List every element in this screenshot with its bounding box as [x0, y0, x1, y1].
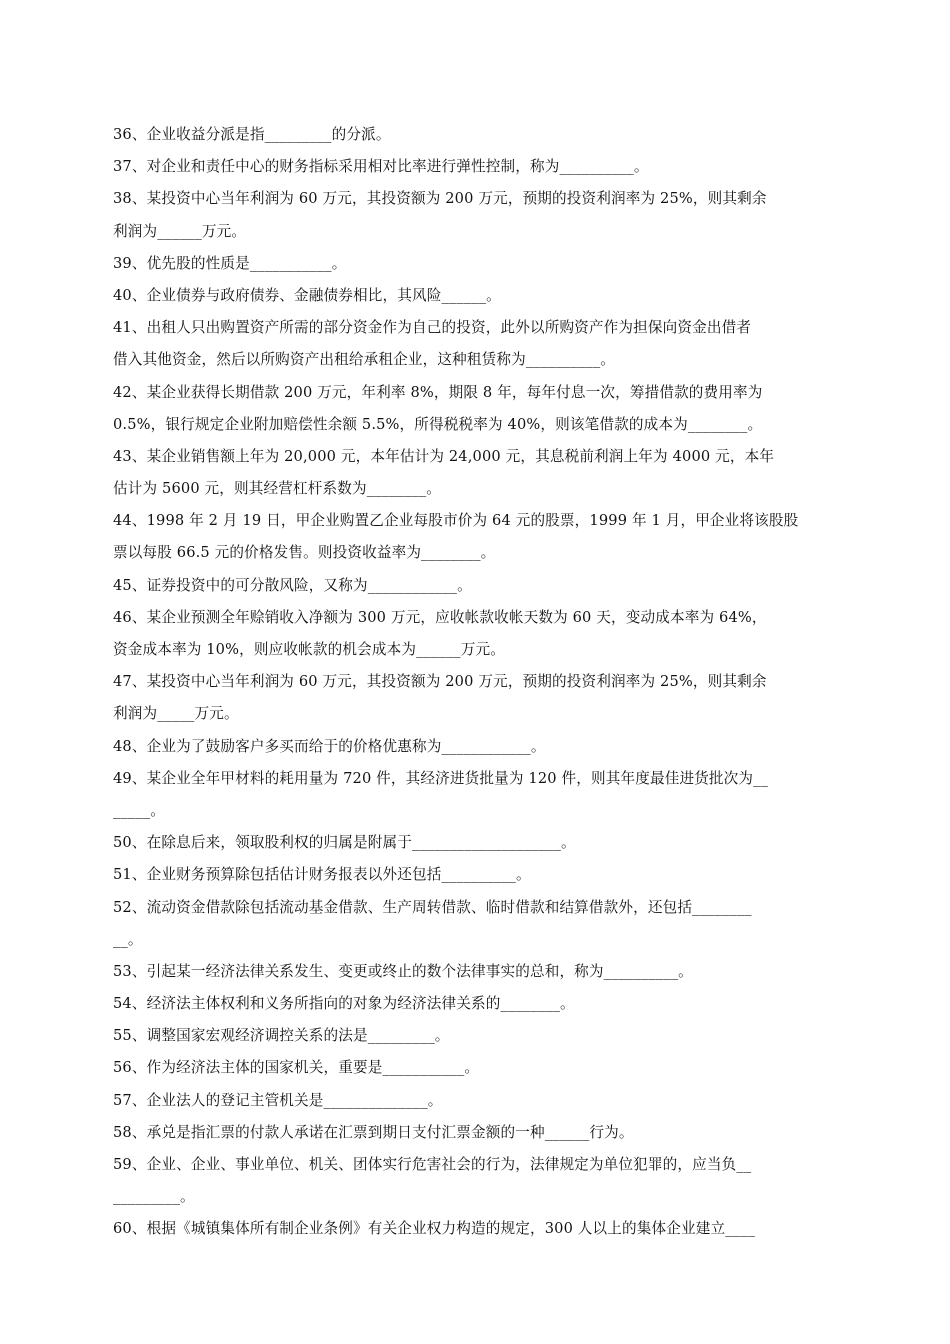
text-line: 40、企业债券与政府债券、金融债券相比，其风险______。 — [113, 286, 501, 304]
text-line: 59、企业、企业、事业单位、机关、团体实行危害社会的行为，法律规定为单位犯罪的，应当负__ — [113, 1156, 752, 1173]
text-line: 44、1998 年 2 月 19 日，甲企业购置乙企业每股市价为 64 元的股票，1999 年 1 月，甲企业将该股股 — [113, 512, 799, 530]
text-line: 借入其他资金，然后以所购资产出租给承租企业，这种租赁称为__________。 — [113, 351, 616, 369]
text-line: 46、某企业预测全年赊销收入净额为 300 万元，应收帐款收帐天数为 60 天，变动成本率为 64%， — [113, 608, 767, 626]
text-line: 45、证券投资中的可分散风险，又称为____________。 — [113, 576, 472, 594]
text-line: 60、根据《城镇集体所有制企业条例》有关企业权力构造的规定，300 人以上的集体企业建立____ — [113, 1220, 756, 1238]
text-line: 57、企业法人的登记主管机关是______________。 — [113, 1091, 443, 1109]
text-line: 利润为______万元。 — [113, 222, 247, 240]
text-line: _____。 — [113, 801, 165, 819]
text-line: 53、引起某一经济法律关系发生、变更或终止的数个法律事实的总和，称为__________。 — [113, 962, 693, 980]
text-line: 54、经济法主体权利和义务所指向的对象为经济法律关系的________。 — [113, 995, 575, 1013]
text-line: 资金成本率为 10%，则应收帐款的机会成本为______万元。 — [113, 641, 505, 658]
text-line: 56、作为经济法主体的国家机关，重要是___________。 — [113, 1059, 480, 1077]
text-line: 36、企业收益分派是指_________的分派。 — [113, 126, 391, 143]
text-line: _________。 — [113, 1188, 195, 1206]
text-line: 47、某投资中心当年利润为 60 万元，其投资额为 200 万元，预期的投资利润率为 25%，则其剩余 — [113, 673, 767, 691]
text-line: 38、某投资中心当年利润为 60 万元，其投资额为 200 万元，预期的投资利润率为 25%，则其剩余 — [113, 190, 767, 208]
text-line: 49、某企业全年甲材料的耗用量为 720 件，其经济进货批量为 120 件，则其年度最佳进货批次为__ — [113, 769, 769, 787]
question-list — [113, 119, 843, 1246]
text-line: 48、企业为了鼓励客户多买而给于的价格优惠称为____________。 — [113, 737, 546, 755]
text-line: 50、在除息后来，领取股利权的归属是附属于____________________。 — [113, 834, 576, 852]
text-line: 估计为 5600 元，则其经营杠杆系数为________。 — [113, 480, 442, 498]
text-line: 37、对企业和责任中心的财务指标采用相对比率进行弹性控制，称为__________。 — [113, 158, 649, 176]
text-line: 58、承兑是指汇票的付款人承诺在汇票到期日支付汇票金额的一种______行为。 — [113, 1123, 634, 1141]
text-line: 43、某企业销售额上年为 20,000 元，本年估计为 24,000 元，其息税前利润上年为 4000 元，本年 — [113, 447, 775, 465]
text-line: 39、优先股的性质是___________。 — [113, 254, 347, 272]
text-line: 42、某企业获得长期借款 200 万元，年利率 8%，期限 8 年，每年付息一次，筹措借款的费用率为 — [113, 383, 763, 401]
text-line: __。 — [113, 930, 143, 948]
text-line: 票以每股 66.5 元的价格发售。则投资收益率为________。 — [113, 544, 496, 562]
text-line: 0.5%，银行规定企业附加赔偿性余额 5.5%，所得税税率为 40%，则该笔借款的成本为________。 — [113, 415, 763, 433]
text-line: 55、调整国家宏观经济调控关系的法是_________。 — [113, 1027, 450, 1045]
text-line: 41、出租人只出购置资产所需的部分资金作为自己的投资，此外以所购资产作为担保向资金出借者 — [113, 319, 752, 337]
text-line: 52、流动资金借款除包括流动基金借款、生产周转借款、临时借款和结算借款外，还包括________ — [113, 898, 752, 916]
text-line: 51、企业财务预算除包括估计财务报表以外还包括__________。 — [113, 866, 531, 884]
text-line: 利润为_____万元。 — [113, 705, 239, 723]
